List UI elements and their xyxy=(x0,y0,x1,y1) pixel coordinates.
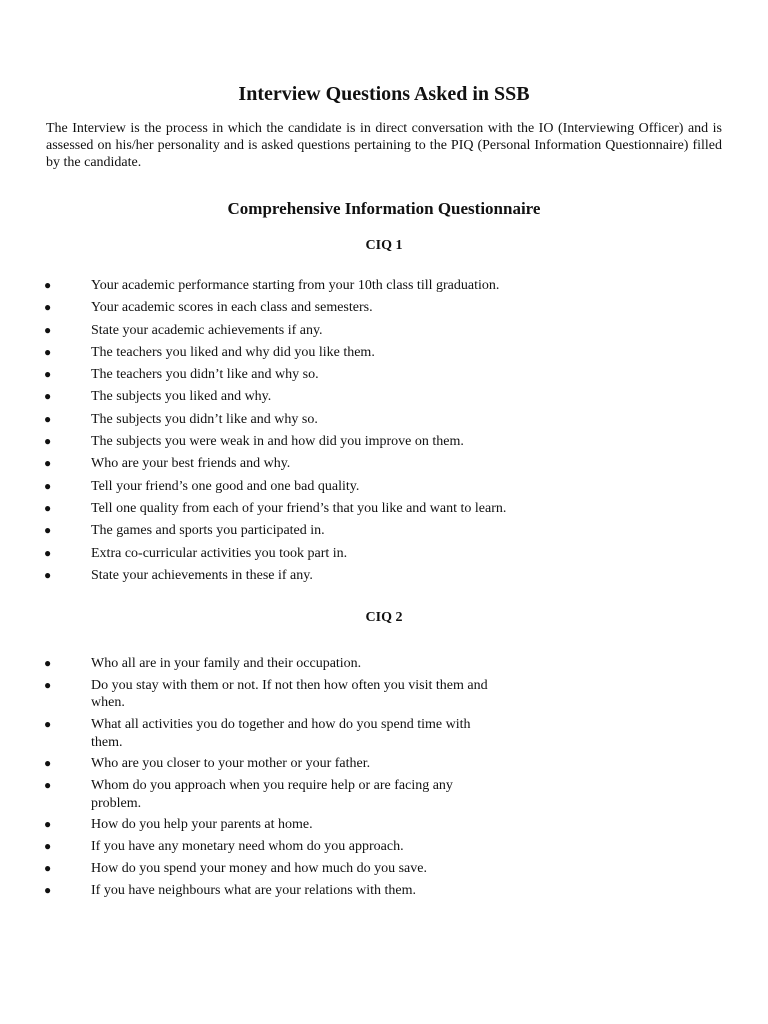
list-item: ● State your academic achievements if any. xyxy=(44,322,323,338)
page-title: Interview Questions Asked in SSB xyxy=(238,83,530,105)
bullet-icon: ● xyxy=(44,717,52,732)
bullet-icon: ● xyxy=(44,411,52,426)
bullet-icon: ● xyxy=(44,677,52,692)
bullet-icon: ● xyxy=(44,778,52,793)
list-item: ● If you have neighbours what are your relations with them. xyxy=(44,882,417,898)
list-item: ● The teachers you liked and why did you like them. xyxy=(44,344,375,360)
bullet-icon: ● xyxy=(44,434,52,449)
list-item: ● The subjects you were weak in and how did you improve on them. xyxy=(44,434,464,450)
bullet-icon: ● xyxy=(44,456,52,471)
ciq1-heading: CIQ 1 xyxy=(365,238,403,253)
list-item: ● Your academic performance starting from your 10th class till graduation. xyxy=(44,278,500,293)
list-item: ● The subjects you liked and why. xyxy=(44,389,272,405)
ciq2-list xyxy=(44,655,501,904)
list-item: ● Your academic scores in each class and semesters. xyxy=(44,300,373,316)
list-item: ● The teachers you didn’t like and why so. xyxy=(44,367,319,383)
bullet-icon: ● xyxy=(44,756,52,771)
bullet-icon: ● xyxy=(44,500,52,515)
bullet-icon: ● xyxy=(44,861,52,876)
bullet-icon: ● xyxy=(44,344,52,359)
intro-paragraph: The Interview is the process in which the candidate is in direct conversation with the IO (Interviewing Officer) and is assessed on his/her personality and is asked questions pertaining to the PIQ (Personal Information Questionnaire) filled by the candidate. xyxy=(46,121,722,170)
list-item: ● Who are you closer to your mother or your father. xyxy=(44,756,371,772)
bullet-icon: ● xyxy=(44,322,52,337)
bullet-icon: ● xyxy=(44,567,52,582)
list-item: ● Who are your best friends and why. xyxy=(44,456,291,472)
bullet-icon: ● xyxy=(44,278,52,292)
list-item: ● What all activities you do together and how do you spend time with them. xyxy=(44,717,471,750)
bullet-icon: ● xyxy=(44,523,52,538)
list-item: ● If you have any monetary need whom do you approach. xyxy=(44,839,404,855)
list-item: ● The subjects you didn’t like and why so. xyxy=(44,411,318,427)
bullet-icon: ● xyxy=(44,817,52,832)
bullet-icon: ● xyxy=(44,882,52,897)
bullet-icon: ● xyxy=(44,839,52,854)
list-item: ● How do you spend your money and how much do you save. xyxy=(44,861,427,877)
bullet-icon: ● xyxy=(44,478,52,493)
bullet-icon: ● xyxy=(44,389,52,404)
bullet-icon: ● xyxy=(44,656,52,670)
ciq2-heading: CIQ 2 xyxy=(365,610,403,625)
section-title: Comprehensive Information Questionnaire xyxy=(227,199,541,218)
list-item: ● Tell one quality from each of your friend’s that you like and want to learn. xyxy=(44,500,507,516)
ciq1-list xyxy=(44,277,506,589)
list-item: ● Tell your friend’s one good and one bad quality. xyxy=(44,478,360,494)
list-item: ● Who all are in your family and their occupation. xyxy=(44,656,362,671)
list-item: ● Extra co-curricular activities you took part in. xyxy=(44,545,348,561)
bullet-icon: ● xyxy=(44,367,52,382)
list-item: ● The games and sports you participated in. xyxy=(44,523,325,539)
list-item: ● How do you help your parents at home. xyxy=(44,817,313,833)
list-item: ● State your achievements in these if any. xyxy=(44,567,313,583)
bullet-icon: ● xyxy=(44,300,52,315)
bullet-icon: ● xyxy=(44,545,52,560)
list-item: ● Do you stay with them or not. If not then how often you visit them and when. xyxy=(44,677,488,711)
list-item: ● Whom do you approach when you require help or are facing any problem. xyxy=(44,778,453,811)
